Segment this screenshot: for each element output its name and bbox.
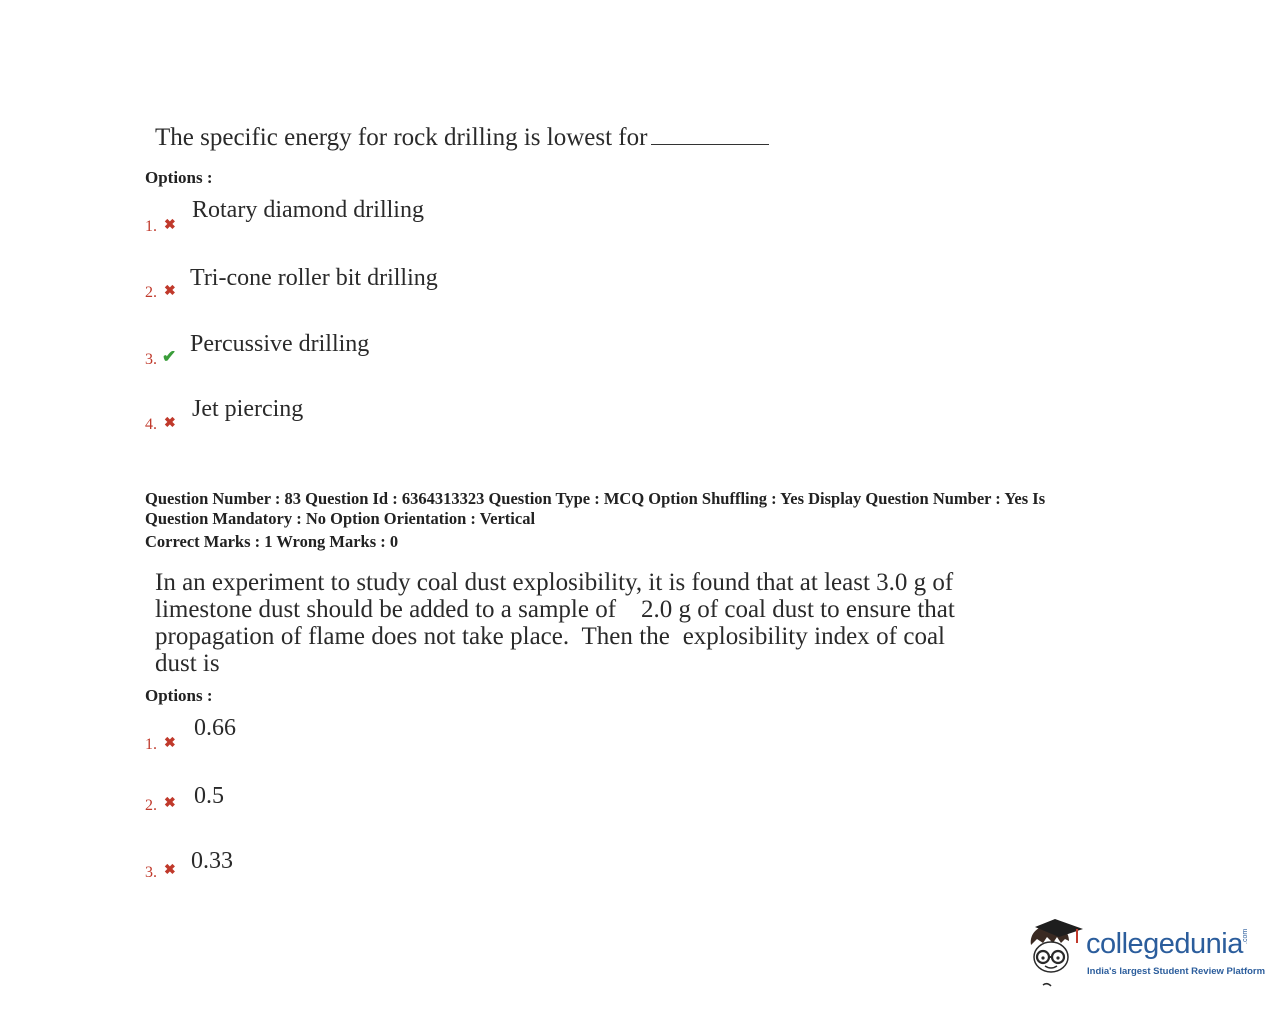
wrong-mark-icon: ✖ [164, 736, 176, 751]
wrong-mark-icon: ✖ [164, 863, 176, 878]
option-text: 0.66 [194, 715, 236, 741]
question-text [155, 569, 955, 677]
option-text: Jet piercing [192, 396, 304, 422]
question-meta-line: Question Mandatory : No Option Orientation : Vertical [145, 509, 536, 528]
option-text: Rotary diamond drilling [192, 197, 424, 223]
brand-suffix: .com [1242, 928, 1249, 944]
question-line: dust is [155, 650, 220, 677]
wrong-mark-icon: ✖ [164, 284, 176, 299]
option-number: 4. [145, 416, 157, 433]
option-number: 1. [145, 736, 157, 753]
option-text: Tri-cone roller bit drilling [190, 265, 438, 291]
question-text: The specific energy for rock drilling is lowest for [155, 124, 769, 151]
wrong-mark-icon: ✖ [164, 218, 176, 233]
question-line: limestone dust should be added to a sample of 2.0 g of coal dust to ensure that [155, 596, 955, 623]
question-line: propagation of flame does not take place. Then the explosibility index of coal [155, 623, 945, 650]
option-number: 3. [145, 351, 157, 368]
options-label: Options : [145, 168, 213, 187]
brand-tagline: India's largest Student Review Platform [1087, 966, 1266, 977]
answer-blank [651, 124, 769, 145]
wrong-mark-icon: ✖ [164, 416, 176, 431]
option-text: 0.33 [191, 848, 233, 874]
option-number: 1. [145, 218, 157, 235]
question-marks: Correct Marks : 1 Wrong Marks : 0 [145, 532, 399, 551]
options-label: Options : [145, 686, 213, 705]
question-meta [145, 489, 1105, 529]
brand-name: collegedunia [1086, 928, 1243, 960]
option-number: 2. [145, 284, 157, 301]
option-text: Percussive drilling [190, 331, 370, 357]
wrong-mark-icon: ✖ [164, 796, 176, 811]
question-line: In an experiment to study coal dust explosibility, it is found that at least 3.0 g of [155, 569, 954, 596]
option-text: 0.5 [194, 783, 224, 809]
question-meta-line: Question Number : 83 Question Id : 6364313323 Question Type : MCQ Option Shuffling : Yes Display Question Number : Yes Is [145, 489, 1046, 508]
correct-check-icon: ✔ [162, 347, 177, 366]
student-mascot-icon [1025, 915, 1087, 990]
option-number: 2. [145, 797, 157, 814]
option-number: 3. [145, 864, 157, 881]
